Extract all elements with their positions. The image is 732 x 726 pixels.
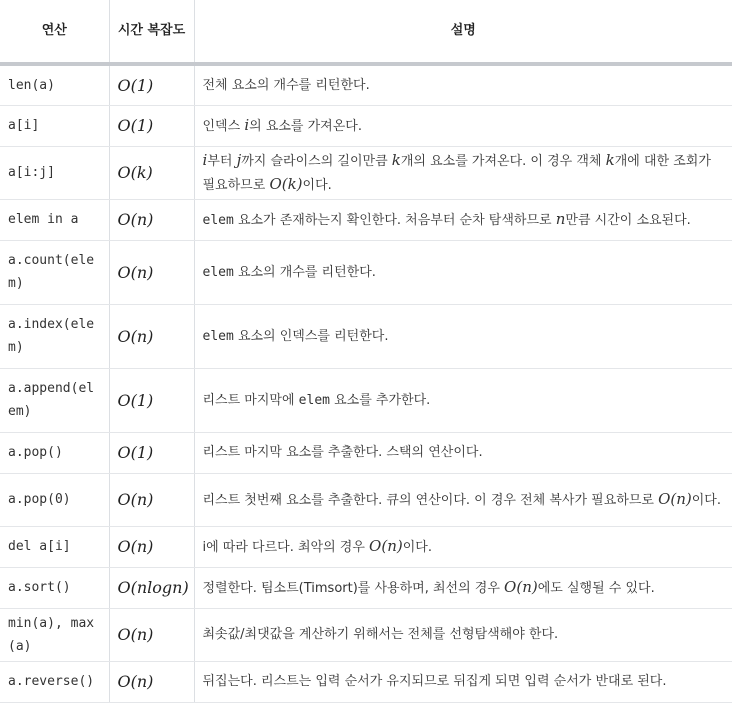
description-cell [194, 473, 732, 526]
complexity-cell: O(n) [109, 526, 194, 567]
header-row [0, 0, 732, 64]
description-text: i에 따라 다르다. 최악의 경우 [202, 539, 370, 555]
description-text: 까지 슬라이스의 길이만큼 [241, 153, 392, 169]
operation-cell: a.count(elem) [0, 240, 109, 304]
description-text: 개에 대한 조회가 필요하므로 [202, 153, 711, 193]
table-row [0, 368, 732, 432]
complexity-cell: O(1) [109, 64, 194, 105]
description-text: 정렬한다. 팀소트(Timsort)를 사용하며, 최선의 경우 [202, 580, 505, 596]
description-text: 요소의 개수를 리턴한다. [233, 264, 376, 280]
header-operation: 연산 [0, 0, 109, 64]
description-cell [194, 304, 732, 368]
complexity-cell: O(nlogn) [109, 567, 194, 608]
description-text: 이다. [402, 539, 432, 555]
math-term: O(n) [504, 577, 538, 596]
header-description: 설명 [194, 0, 732, 64]
description-text: 의 요소를 가져온다. [249, 118, 362, 134]
complexity-cell: O(k) [109, 146, 194, 199]
operation-cell: a.reverse() [0, 661, 109, 702]
operation-cell: a.pop() [0, 432, 109, 473]
operation-cell: a.pop(0) [0, 473, 109, 526]
description-text: 전체 요소의 개수를 리턴한다. [202, 77, 370, 93]
description-text: 이다. [691, 492, 721, 508]
math-term: i [202, 150, 208, 169]
description-cell [194, 526, 732, 567]
description-text: 리스트 첫번째 요소를 추출한다. 큐의 연산이다. 이 경우 전체 복사가 필요하므로 [202, 492, 659, 508]
table-row [0, 240, 732, 304]
description-text: 부터 [207, 153, 237, 169]
table-row [0, 432, 732, 473]
complexity-cell: O(1) [109, 105, 194, 146]
description-text: 리스트 마지막에 [202, 392, 299, 408]
description-cell [194, 240, 732, 304]
description-cell [194, 146, 732, 199]
complexity-cell: O(n) [109, 304, 194, 368]
code-term: elem [202, 328, 234, 344]
description-text: 인덱스 [202, 118, 245, 134]
operation-cell: a.sort() [0, 567, 109, 608]
description-text: 요소가 존재하는지 확인한다. 처음부터 순차 탐색하므로 [233, 212, 556, 228]
operation-cell: len(a) [0, 64, 109, 105]
table-row [0, 105, 732, 146]
operation-cell: del a[i] [0, 526, 109, 567]
description-text: 개의 요소를 가져온다. 이 경우 객체 [400, 153, 606, 169]
description-cell [194, 199, 732, 240]
description-cell [194, 105, 732, 146]
description-text: 요소의 인덱스를 리턴한다. [233, 328, 389, 344]
description-text: 뒤집는다. 리스트는 입력 순서가 유지되므로 뒤집게 되면 입력 순서가 반대로 된다. [202, 674, 667, 689]
description-cell [194, 661, 732, 702]
code-term: elem [202, 264, 234, 280]
description-text: 요소를 추가한다. [329, 392, 431, 408]
description-text: 만큼 시간이 소요된다. [565, 212, 691, 228]
operation-cell: a.index(elem) [0, 304, 109, 368]
code-term: elem [298, 392, 330, 408]
complexity-cell: O(n) [109, 661, 194, 702]
table-row [0, 199, 732, 240]
complexity-cell: O(n) [109, 199, 194, 240]
description-cell [194, 368, 732, 432]
operation-cell: elem in a [0, 199, 109, 240]
complexity-cell: O(n) [109, 608, 194, 661]
table-row [0, 473, 732, 526]
operation-cell: a.append(elem) [0, 368, 109, 432]
operation-cell: a[i:j] [0, 146, 109, 199]
math-term: O(n) [369, 536, 403, 555]
description-cell [194, 432, 732, 473]
description-text: 최솟값/최댓값을 계산하기 위해서는 전체를 선형탐색해야 한다. [202, 627, 559, 642]
description-cell [194, 608, 732, 661]
table-row [0, 146, 732, 199]
complexity-cell: O(1) [109, 432, 194, 473]
table-row [0, 304, 732, 368]
table-body [0, 64, 732, 702]
code-term: elem [202, 212, 234, 228]
math-term: O(k) [269, 174, 303, 193]
operation-cell: a[i] [0, 105, 109, 146]
complexity-cell: O(1) [109, 368, 194, 432]
math-term: j [236, 150, 242, 169]
description-text: 리스트 마지막 요소를 추출한다. 스택의 연산이다. [202, 445, 483, 460]
table-row [0, 567, 732, 608]
complexity-cell: O(n) [109, 473, 194, 526]
description-text: 이다. [302, 177, 332, 193]
table-row [0, 608, 732, 661]
math-term: k [605, 150, 615, 169]
math-term: n [555, 209, 566, 228]
description-cell [194, 64, 732, 105]
description-text: 에도 실행될 수 있다. [537, 580, 655, 596]
math-term: i [244, 115, 250, 134]
operation-cell: min(a), max(a) [0, 608, 109, 661]
description-cell [194, 567, 732, 608]
complexity-cell: O(n) [109, 240, 194, 304]
table-row [0, 661, 732, 702]
table-row [0, 526, 732, 567]
math-term: k [391, 150, 401, 169]
header-complexity: 시간 복잡도 [109, 0, 194, 64]
math-term: O(n) [658, 489, 692, 508]
table-row [0, 64, 732, 105]
